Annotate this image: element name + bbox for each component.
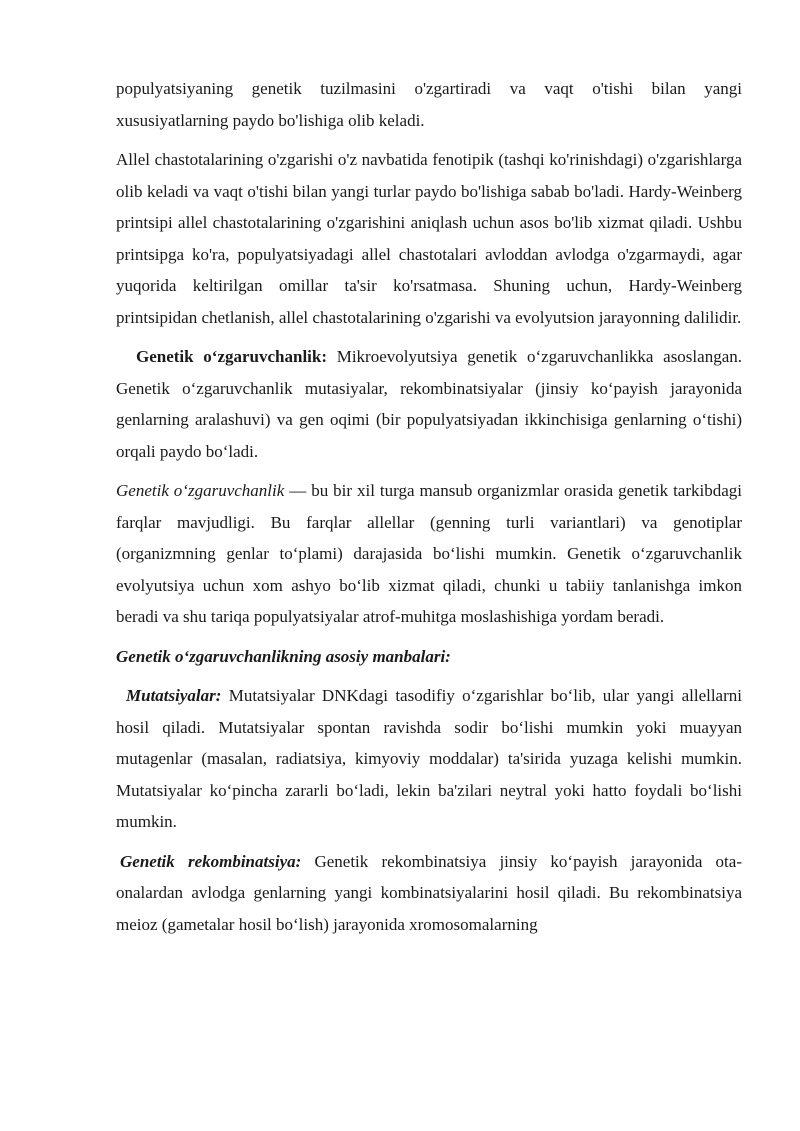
paragraph-body: Mikroevolyutsiya genetik o‘zgaruvchanlikka asoslangan. Genetik o‘zgaruvchanlik mutasiyalar, rekombinatsiyalar (jinsiy ko‘payish jarayonida genlarning aralashuvi) va gen oqimi (bir populyatsiyadan ikkinchisiga genlarning o‘tishi) orqali paydo bo‘ladi. — [116, 347, 742, 461]
paragraph-lead-bold-italic: Mutatsiyalar: — [126, 686, 222, 705]
paragraph-definition — [116, 475, 742, 633]
paragraph-lead-bold: Genetik o‘zgaruvchanlik: — [136, 347, 328, 366]
paragraph-1: populyatsiyaning genetik tuzilmasini o'zgartiradi va vaqt o'tishi bilan yangi xususiyatlarning paydo bo'lishiga olib keladi. — [116, 79, 742, 130]
paragraph-lead-italic: Genetik o‘zgaruvchanlik — [116, 481, 285, 500]
paragraph-lead-bold-italic: Genetik rekombinatsiya: — [120, 851, 302, 871]
paragraph-mutations — [116, 680, 742, 838]
section-heading: Genetik o‘zgaruvchanlikning asosiy manbalari: — [116, 646, 451, 666]
paragraph-body: Genetik rekombinatsiya jinsiy ko‘payish jarayonida ota-onalardan avlodga genlarning yangi kombinatsiyalarini hosil qiladi. Bu rekombinatsiya meioz (gametalar hosil bo‘lish) jarayonida xromosomalarning — [116, 851, 742, 934]
paragraph-body: — bu bir xil turga mansub organizmlar orasida genetik tarkibdagi farqlar mavjudligi. Bu farqlar allellar (genning turli variantlari) va genotiplar (organizmning genlar to‘plami) darajasida bo‘lishi mumkin. Genetik o‘zgaruvchanlik evolyutsiya uchun xom ashyo bo‘lib xizmat qiladi, chunki u tabiiy tanlanishga imkon beradi va shu tariqa populyatsiyalar atrof-muhitga moslashishiga yordam beradi. — [116, 481, 742, 626]
paragraph-genetic-variation — [116, 341, 742, 467]
paragraph-recombination — [116, 846, 742, 941]
paragraph-2: Allel chastotalarining o'zgarishi o'z navbatida fenotipik (tashqi ko'rinishdagi) o'zgarishlarga olib keladi va vaqt o'tishi bilan yangi turlar paydo bo'lishiga sabab bo'ladi. Hardy-Weinberg printsipi allel chastotalarining o'zgarishini aniqlash uchun asos bo'lib xizmat qiladi. Ushbu printsipga ko'ra, populyatsiyadagi allel chastotalari avloddan avlodga o'zgarmaydi, agar yuqorida keltirilgan omillar ta'sir ko'rsatmasa. Shuning uchun, Hardy-Weinberg printsipidan chetlanish, allel chastotalarining o'zgarishi va evolyutsion jarayonning dalilidir. — [116, 150, 742, 327]
paragraph-body: Mutatsiyalar DNKdagi tasodifiy o‘zgarishlar bo‘lib, ular yangi allellarni hosil qiladi. Mutatsiyalar spontan ravishda sodir bo‘lishi mumkin yoki muayyan mutagenlar (masalan, radiatsiya, kimyoviy moddalar) ta'sirida yuzaga kelishi mumkin. Mutatsiyalar ko‘pincha zararli bo‘ladi, lekin ba'zilari neytral yoki hatto foydali bo‘lishi mumkin. — [116, 686, 742, 831]
document-body — [116, 73, 742, 948]
